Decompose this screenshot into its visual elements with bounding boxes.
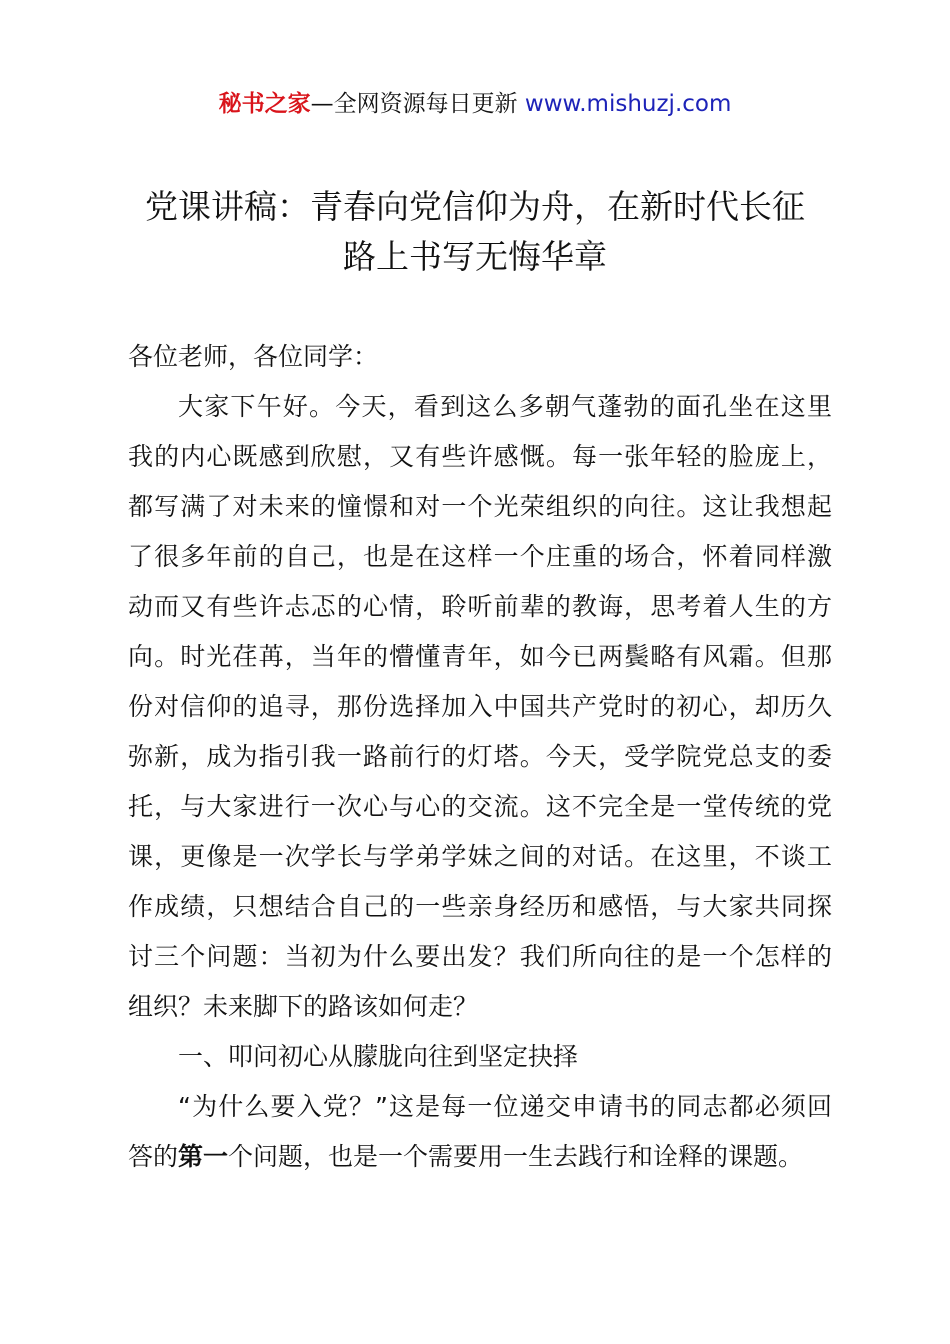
site-url-link[interactable]: www.mishuzj.com [524,91,732,117]
paragraph-line: 弥新，成为指引我一路前行的灯塔。今天，受学院党总支的委 [128,742,832,771]
title-line-2: 路上书写无悔华章 [343,237,607,276]
paragraph-line: 大家下午好。今天，看到这么多朝气蓬勃的面孔坐在这里 [178,392,832,421]
text-run: 个问题，也是一个需要用一生去践行和诠释的课题。 [228,1142,804,1171]
paragraph-line: 作成绩，只想结合自己的一些亲身经历和感悟，与大家共同探 [128,892,832,921]
text-run: 答的 [128,1142,179,1171]
paragraph-line: 讨三个问题：当初为什么要出发？我们所向往的是一个怎样的 [128,942,832,971]
paragraph-line: 都写满了对未来的憧憬和对一个光荣组织的向往。这让我想起 [128,492,832,521]
site-brand: 秘书之家 [218,91,311,117]
paragraph-line: 了很多年前的自己，也是在这样一个庄重的场合，怀着同样激 [128,542,832,571]
paragraph-opening [128,382,832,1032]
section-heading-1: 一、叩问初心从朦胧向往到坚定抉择 [178,1042,579,1071]
site-slogan: —全网资源每日更新 [310,91,525,117]
paragraph-line: 份对信仰的追寻，那份选择加入中国共产党时的初心，却历久 [128,692,832,721]
paragraph-line: 向。时光荏苒，当年的懵懂青年，如今已两鬓略有风霜。但那 [128,642,832,671]
document-title [90,182,860,282]
paragraph-line: 我的内心既感到欣慰，又有些许感慨。每一张年轻的脸庞上， [128,442,832,471]
document-body [128,332,832,1182]
title-line-1: 党课讲稿：青春向党信仰为舟，在新时代长征 [145,187,805,226]
paragraph-line: 动而又有些许忐忑的心情，聆听前辈的教诲，思考着人生的方 [128,592,832,621]
paragraph-line: 课，更像是一次学长与学弟学妹之间的对话。在这里，不谈工 [128,842,832,871]
bold-text-run: 第一 [178,1142,229,1171]
paragraph-line: 组织？未来脚下的路该如何走？ [128,992,479,1021]
site-header [0,86,950,122]
salutation: 各位老师，各位同学： [128,342,379,371]
paragraph-line: “为什么要入党？”这是每一位递交申请书的同志都必须回 [178,1092,832,1121]
paragraph-line: 托，与大家进行一次心与心的交流。这不完全是一堂传统的党 [128,792,832,821]
paragraph-line [128,1132,832,1182]
paragraph-why-join [128,1082,832,1182]
